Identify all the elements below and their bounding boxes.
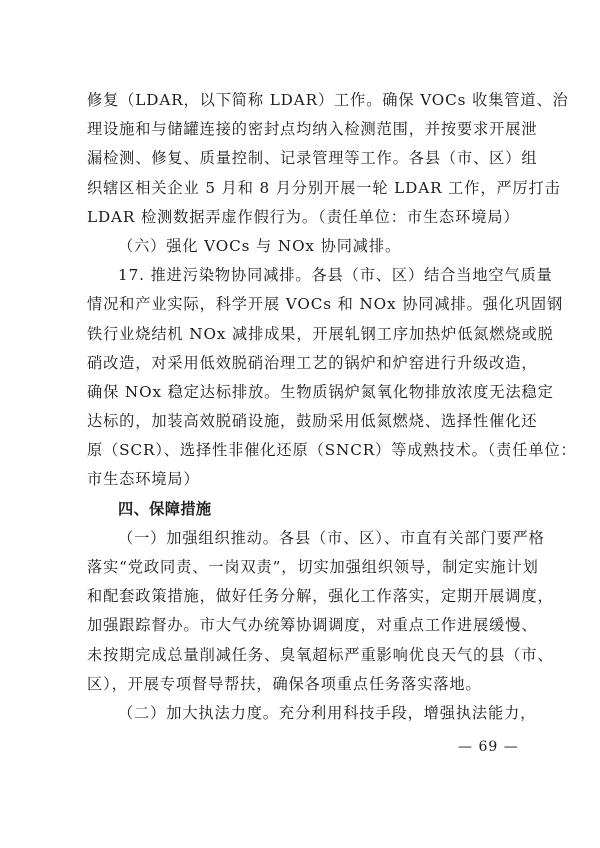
- paragraph-line: 未按期完成总量削减任务、臭氧超标严重影响优良天气的县（市、: [87, 645, 554, 664]
- item-17-title-line: 17. 推进污染物协同减排。各县（市、区）结合当地空气质量: [118, 266, 553, 285]
- subsection-title-vocs-nox: （六）强化 VOCs 与 NOx 协同减排。: [118, 236, 402, 255]
- paragraph-line: 理设施和与储罐连接的密封点均纳入检测范围，并按要求开展泄: [87, 120, 538, 139]
- paragraph-line-end: 区），开展专项督导帮扶，确保各项重点任务落实落地。: [87, 674, 482, 693]
- paragraph-line: 铁行业烧结机 NOx 减排成果，开展轧钢工序加热炉低氮燃烧或脱: [87, 324, 554, 343]
- paragraph-line: 织辖区相关企业 5 月和 8 月分别开展一轮 LDAR 工作，严厉打击: [87, 178, 561, 197]
- paragraph-line: 和配套政策措施，做好任务分解，强化工作落实，定期开展调度，: [87, 587, 554, 606]
- paragraph-line-end: LDAR 检测数据弄虚作假行为。（责任单位：市生态环境局）: [87, 207, 520, 226]
- paragraph-line: 达标的，加装高效脱硝设施，鼓励采用低氮燃烧、选择性催化还: [87, 412, 538, 431]
- section-heading-safeguards: 四、保障措施: [118, 499, 212, 518]
- paragraph-line-end: 市生态环境局）: [87, 470, 200, 489]
- document-body: [87, 86, 577, 728]
- paragraph-line: 硝改造，对采用低效脱硝治理工艺的锅炉和炉窑进行升级改造，: [87, 353, 538, 372]
- paragraph-line: 原（SCR）、选择性非催化还原（SNCR）等成熟技术。（责任单位：: [87, 441, 577, 460]
- paragraph-line: 加强跟踪督办。市大气办统筹协调调度，对重点工作进展缓慢、: [87, 616, 538, 635]
- paragraph-line-ldar-intro: 修复（LDAR，以下简称 LDAR）工作。确保 VOCs 收集管道、治: [87, 91, 569, 109]
- page-number: — 69 —: [458, 739, 519, 755]
- paragraph-line: 情况和产业实际，科学开展 VOCs 和 NOx 协同减排。强化巩固钢: [87, 295, 564, 314]
- paragraph-line: 确保 NOx 稳定达标排放。生物质锅炉氮氧化物排放浓度无法稳定: [87, 382, 554, 401]
- subsection-enforcement-line: （二）加大执法力度。充分利用科技手段，增强执法能力，: [118, 703, 537, 722]
- paragraph-line: 漏检测、修复、质量控制、记录管理等工作。各县（市、区）组: [87, 149, 538, 168]
- subsection-organization-line: （一）加强组织推动。各县（市、区）、市直有关部门要严格: [118, 528, 545, 547]
- paragraph-line: 落实“党政同责、一岗双责”，切实加强组织领导，制定实施计划: [87, 558, 539, 576]
